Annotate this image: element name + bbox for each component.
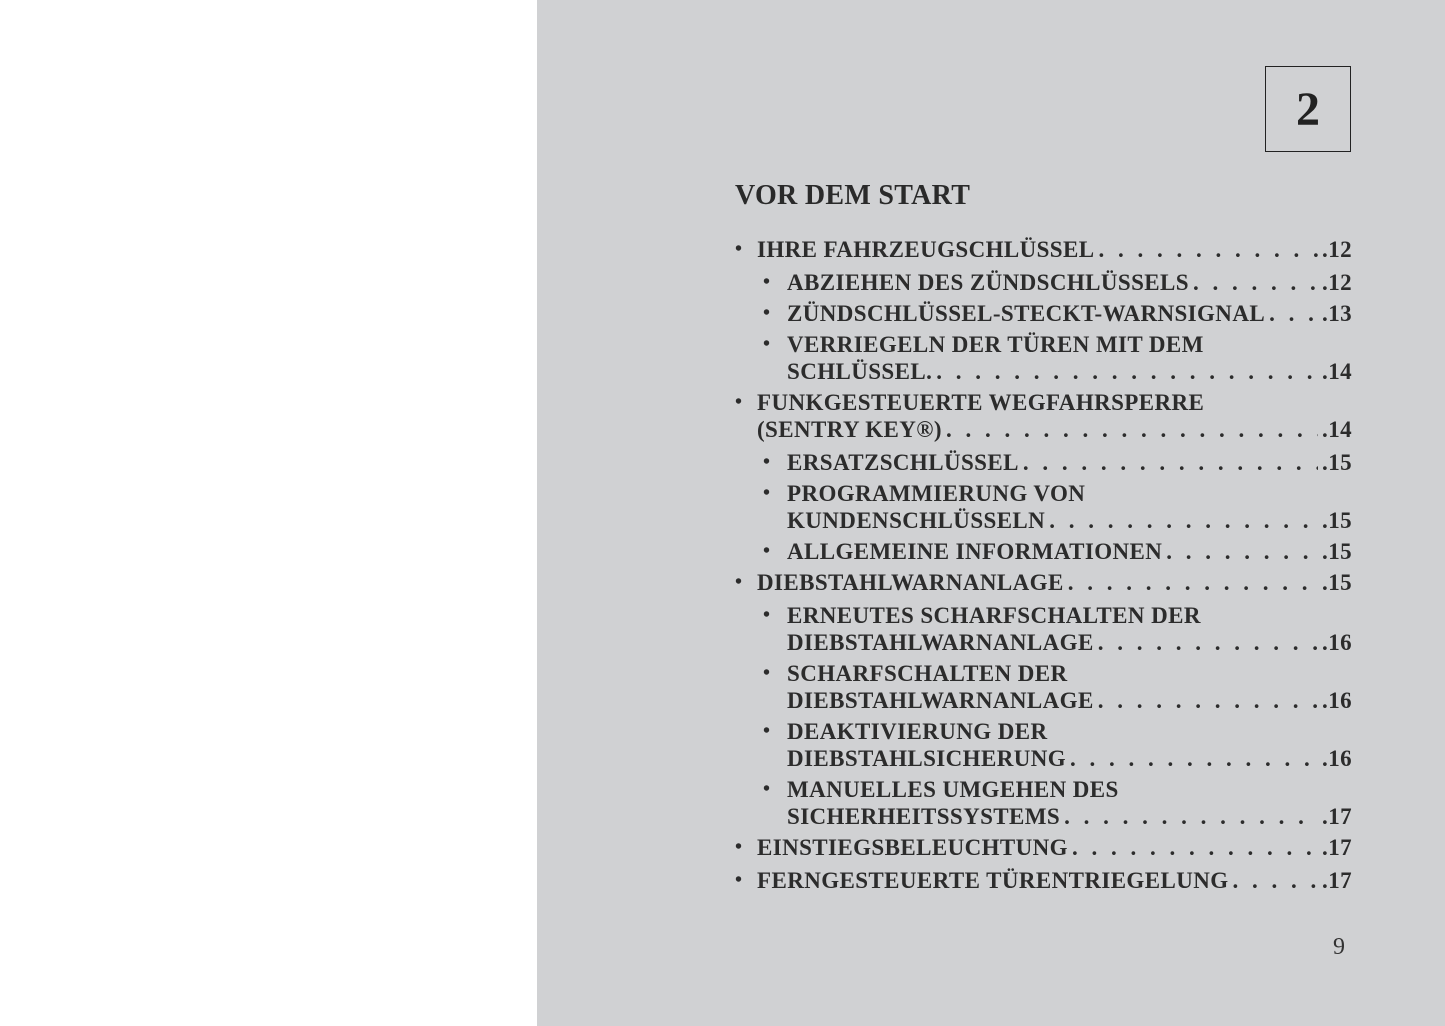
toc-entry[interactable]: [735, 569, 1352, 596]
bullet-icon: •: [735, 238, 743, 260]
toc-entry-title-line1: SCHARFSCHALTEN DER: [787, 661, 1068, 686]
bullet-icon: •: [735, 836, 743, 858]
toc-entry-title: FERNGESTEUERTE TÜRENTRIEGELUNG: [757, 868, 1229, 893]
toc-entry-page: .14: [1322, 359, 1352, 384]
bullet-icon: •: [763, 333, 771, 355]
toc-entry-title: ABZIEHEN DES ZÜNDSCHLÜSSELS: [787, 270, 1189, 295]
toc-entry-title: DIEBSTAHLSICHERUNG: [787, 746, 1067, 771]
toc-entry-page: .16: [1322, 746, 1352, 771]
toc-entry[interactable]: [735, 602, 1352, 656]
toc-entry-title-line1: MANUELLES UMGEHEN DES: [787, 777, 1119, 802]
bullet-icon: •: [763, 271, 771, 293]
bullet-icon: •: [735, 391, 743, 413]
chapter-number-box: 2: [1265, 66, 1351, 152]
toc-entry-title: SCHLÜSSEL.: [787, 359, 933, 384]
toc-entry-page: .17: [1322, 835, 1352, 860]
toc-entry-page: .16: [1322, 688, 1352, 713]
bullet-icon: •: [763, 720, 771, 742]
bullet-icon: •: [735, 571, 743, 593]
toc-entry-page: .14: [1322, 417, 1352, 442]
leader-dots: [1269, 300, 1318, 327]
toc-entry-title-line1: PROGRAMMIERUNG VON: [787, 481, 1086, 506]
bullet-icon: •: [763, 540, 771, 562]
toc-entry-page: .15: [1322, 539, 1352, 564]
bullet-icon: •: [763, 302, 771, 324]
leader-dots: [1166, 538, 1318, 565]
leader-dots: [1098, 687, 1318, 714]
leader-dots: [1068, 569, 1318, 596]
toc-entry-title: IHRE FAHRZEUGSCHLÜSSEL: [757, 237, 1095, 262]
toc-entry[interactable]: [735, 834, 1352, 861]
toc-entry[interactable]: [735, 269, 1352, 296]
toc-entry[interactable]: [735, 660, 1352, 714]
toc-entry[interactable]: [735, 300, 1352, 327]
toc-entry[interactable]: [735, 776, 1352, 830]
toc-entry[interactable]: [735, 867, 1352, 894]
toc-entry-title-line1: DEAKTIVIERUNG DER: [787, 719, 1048, 744]
toc-entry-page: .17: [1322, 868, 1352, 893]
toc-entry-page: .15: [1322, 570, 1352, 595]
toc-entry[interactable]: [735, 718, 1352, 772]
toc-entry-page: .15: [1322, 508, 1352, 533]
leader-dots: [1070, 745, 1318, 772]
toc-entry-title: DIEBSTAHLWARNANLAGE: [787, 688, 1094, 713]
toc-entry-title: DIEBSTAHLWARNANLAGE: [787, 630, 1094, 655]
toc-entry-page: .17: [1322, 804, 1352, 829]
toc-entry[interactable]: [735, 449, 1352, 476]
toc-entry-title: SICHERHEITSSYSTEMS: [787, 804, 1061, 829]
toc-entry-title: ERSATZSCHLÜSSEL: [787, 450, 1019, 475]
toc-entry[interactable]: [735, 538, 1352, 565]
toc-entry[interactable]: [735, 331, 1352, 385]
leader-dots: [946, 416, 1318, 443]
leader-dots: [1049, 507, 1318, 534]
leader-dots: [1233, 867, 1319, 894]
leader-dots: [1023, 449, 1318, 476]
leader-dots: [1072, 834, 1318, 861]
bullet-icon: •: [763, 662, 771, 684]
leader-dots: [1064, 803, 1318, 830]
leader-dots: [1098, 629, 1318, 656]
bullet-icon: •: [735, 869, 743, 891]
toc-entry-title-line1: ERNEUTES SCHARFSCHALTEN DER: [787, 603, 1201, 628]
toc-entry-title: ZÜNDSCHLÜSSEL-STECKT-WARNSIGNAL: [787, 301, 1266, 326]
toc-entry[interactable]: [735, 236, 1352, 263]
bullet-icon: •: [763, 604, 771, 626]
toc-entry-page: .16: [1322, 630, 1352, 655]
toc-entry-page: .12: [1322, 270, 1352, 295]
toc-entry-title: EINSTIEGSBELEUCHTUNG: [757, 835, 1068, 860]
toc-entry-page: .15: [1322, 450, 1352, 475]
toc-entry-page: .12: [1322, 237, 1352, 262]
section-title: VOR DEM START: [735, 180, 971, 211]
toc-entry[interactable]: [735, 480, 1352, 534]
page-number: 9: [1333, 934, 1345, 960]
leader-dots: [1098, 236, 1318, 263]
leader-dots: [1193, 269, 1318, 296]
toc-entry-title: ALLGEMEINE INFORMATIONEN: [787, 539, 1163, 564]
left-blank-page: [0, 0, 537, 1026]
toc-entry[interactable]: [735, 389, 1352, 443]
toc-entry-page: .13: [1322, 301, 1352, 326]
toc-entry-title-line1: FUNKGESTEUERTE WEGFAHRSPERRE: [757, 390, 1205, 415]
toc-entry-title: KUNDENSCHLÜSSELN: [787, 508, 1046, 533]
toc-entry-title: (SENTRY KEY®): [757, 417, 942, 442]
bullet-icon: •: [763, 451, 771, 473]
leader-dots: [936, 358, 1318, 385]
bullet-icon: •: [763, 778, 771, 800]
bullet-icon: •: [763, 482, 771, 504]
toc-entry-title-line1: VERRIEGELN DER TÜREN MIT DEM: [787, 332, 1204, 357]
toc-entry-title: DIEBSTAHLWARNANLAGE: [757, 570, 1064, 595]
toc-list: [735, 236, 1352, 894]
toc-page: [537, 0, 1445, 1026]
